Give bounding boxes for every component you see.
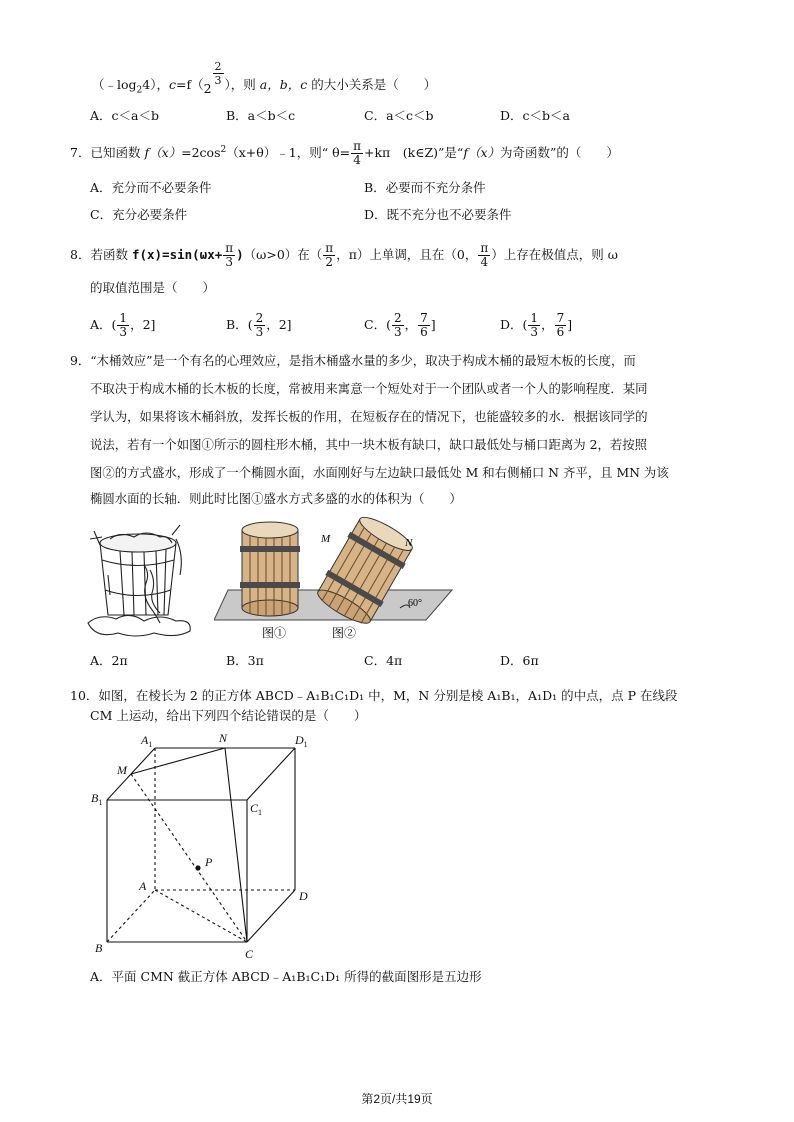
segment-ac-hidden (155, 890, 247, 942)
option-fraction (392, 312, 404, 339)
q8-text: ，π）上单调，且在（0， (336, 247, 478, 262)
q7-option-c[interactable]: C．充分必要条件 (90, 207, 188, 222)
q9-line-2: 不取决于构成木桶的长木板的长度，常被用来寓意一个短处对于一个团队或者一个人的影响程度．某同 (90, 381, 648, 396)
q8-number: 8． (70, 247, 91, 262)
q9-option-a[interactable]: A．2π (90, 653, 128, 668)
q6-text: 4）， (142, 77, 169, 92)
frac-num: 1 (119, 311, 128, 325)
q7-text: 已知函数 (90, 145, 145, 160)
q6-option-c[interactable]: C．a＜c＜b (364, 108, 434, 123)
q7-option-d[interactable]: D．既不充分也不必要条件 (364, 207, 512, 222)
edge-b1m (107, 774, 131, 800)
option-sep: ， (404, 317, 418, 332)
frac-num: 7 (556, 311, 565, 325)
frac-den: 6 (420, 325, 428, 339)
label-b1: $B_1$ (91, 791, 103, 807)
q9-line-4: 说法，若有一个如图①所示的圆柱形木桶，其中一块木板有缺口，缺口最低处与桶口距离为 2，若按照 (90, 437, 648, 452)
q8-frac-num: π (325, 241, 334, 255)
label-a1: $A_1$ (141, 733, 153, 749)
edge-ma1 (131, 748, 155, 774)
option-fraction (555, 312, 567, 339)
q9-line-6: 椭圆水面的长轴．则此时比图①盛水方式多盛的水的体积为（ ） (90, 491, 462, 506)
label-c: C (245, 947, 254, 960)
q8-interval1-fraction (323, 242, 335, 269)
frac-num: 7 (420, 311, 428, 325)
option-fraction (254, 312, 266, 339)
q9-barrels-figure (214, 510, 464, 645)
q8-frac-num: π (480, 241, 489, 255)
label-p: P (205, 855, 213, 869)
q8-func-fraction (223, 242, 235, 269)
q6-stem-continued (92, 60, 437, 100)
option-fraction (117, 312, 129, 339)
q7-fx: f（x） (144, 145, 182, 160)
frac-den: 3 (393, 325, 402, 339)
q9-option-b[interactable]: B．3π (226, 653, 264, 668)
frac-num: 2 (255, 311, 264, 325)
q9-upright-barrel (240, 522, 300, 616)
q8-frac-num: π (225, 241, 234, 255)
q7-text: =2cos (181, 145, 221, 160)
q8-option-c[interactable] (364, 312, 436, 339)
option-tail: ] (567, 317, 573, 332)
q8-text: ）上存在极值点，则 ω (491, 247, 618, 262)
frac-num: 2 (393, 311, 402, 325)
option-label: B． (226, 317, 248, 332)
q10-cube-figure (85, 728, 325, 960)
segment-cm-hidden (131, 774, 247, 942)
q6-var-c: c (168, 77, 176, 92)
label-d: D (299, 889, 308, 903)
edge-ba-hidden (107, 890, 155, 942)
q6-exp-num: 2 (214, 60, 222, 73)
q7-frac-num: π (353, 139, 361, 153)
q9-leaking-bucket-figure (80, 515, 200, 640)
q7-number: 7． (70, 145, 91, 160)
q6-option-d[interactable]: D．c＜b＜a (500, 108, 570, 123)
q10-line-1: 10．如图，在棱长为 2 的正方体 ABCD﹣A₁B₁C₁D₁ 中，M，N 分别是棱 A₁B₁，A₁D₁ 的中点，点 P 在线段 (70, 688, 678, 703)
frac-den: 3 (530, 325, 539, 339)
page-footer: 第2页/共19页 (361, 1092, 433, 1106)
option-sep: ， (541, 317, 554, 332)
frac-den: 3 (255, 325, 264, 339)
q9-caption-1: 图① (262, 626, 287, 640)
option-fraction (528, 312, 540, 339)
option-bracket: ( (522, 317, 528, 332)
q6-vars: a，b，c (259, 77, 308, 92)
label-c1: $C_1$ (250, 801, 263, 817)
q6-text: ），则 (224, 77, 260, 92)
q8-option-b[interactable] (226, 312, 292, 339)
label-b: B (95, 941, 103, 955)
q6-option-a[interactable]: A．c＜a＜b (90, 108, 159, 123)
option-tail: ，2] (130, 317, 156, 332)
q8-frac-den: 2 (325, 255, 334, 269)
q9-option-d[interactable]: D．6π (500, 653, 539, 668)
q9-line-3: 学认为，如果将该木桶斜放，发挥长板的作用，在短板存在的情况下，也能盛较多的水．根据该同学的 (90, 409, 648, 424)
q8-function-close: ) (236, 247, 244, 262)
q8-text: 若函数 (90, 247, 132, 262)
label-a: A (139, 879, 147, 893)
point-p (195, 865, 200, 870)
q7-text: （x+θ）﹣1，则“ θ= (226, 145, 351, 160)
q10-option-a[interactable]: A．平面 CMN 截正方体 ABCD﹣A₁B₁C₁D₁ 所得的截面图形是五边形 (90, 969, 482, 984)
q7-sup: 2 (220, 144, 227, 155)
q6-power-base: 2 (203, 81, 212, 96)
q7-stem (70, 140, 619, 167)
q7-fraction (351, 140, 363, 167)
option-label: D． (500, 317, 523, 332)
option-fraction (418, 312, 430, 339)
segment-mn (131, 748, 225, 774)
q6-log-base: 2 (136, 85, 143, 96)
q6-text: （﹣log (92, 77, 137, 92)
label-m: M (117, 763, 127, 777)
option-bracket: ( (247, 317, 253, 332)
q9-line-5: 图②的方式盛水，形成了一个椭圆水面，水面刚好与左边缺口最低处 M 和右侧桶口 N 齐平，且 MN 为该 (90, 465, 669, 480)
q8-frac-den: 3 (225, 255, 234, 269)
label-n: N (219, 731, 228, 745)
frac-num: 1 (530, 311, 539, 325)
q6-power (203, 60, 225, 99)
q9-line-1: 9．“木桶效应”是一个有名的心理效应，是指木桶盛水量的多少，取决于构成木桶的最短木板的长度，而 (70, 353, 636, 368)
q8-option-a[interactable] (90, 312, 155, 339)
q9-caption-2: 图② (332, 626, 357, 640)
option-tail: ，2] (266, 317, 292, 332)
q6-text: =f（ (175, 77, 204, 92)
q7-text: +kπ (k∈Z)”是“ (364, 145, 464, 160)
option-bracket: ( (111, 317, 117, 332)
q8-function: f(x)=sin(ωx+ (131, 247, 223, 262)
q8-stem-line2: 的取值范围是（ ） (90, 280, 216, 295)
q10-line-2: CM 上运动，给出下列四个结论错误的是（ ） (90, 708, 367, 723)
q9-label-n: N (405, 537, 413, 549)
q7-option-a[interactable]: A．充分而不必要条件 (90, 180, 212, 195)
q8-stem (70, 242, 618, 269)
option-bracket: ( (386, 317, 391, 332)
frac-den: 6 (556, 325, 565, 339)
q6-exp-den: 3 (214, 74, 222, 87)
q8-interval2-fraction (478, 242, 490, 269)
option-label: C． (364, 317, 387, 332)
q6-option-b[interactable]: B．a＜b＜c (226, 108, 296, 123)
q9-label-m: M (321, 533, 331, 545)
q6-text: 的大小关系是（ ） (307, 77, 437, 92)
q7-option-b[interactable]: B．必要而不充分条件 (364, 180, 486, 195)
frac-den: 3 (119, 325, 128, 339)
q9-angle-label: 60° (408, 598, 422, 609)
q9-option-c[interactable]: C．4π (364, 653, 403, 668)
edge-cd (247, 890, 295, 942)
q7-fx: f（x） (463, 145, 500, 160)
label-d1: $D_1$ (295, 733, 308, 749)
q6-exponent-fraction (213, 60, 224, 87)
q8-frac-den: 4 (480, 255, 489, 269)
q8-text: （ω>0）在（ (243, 247, 323, 262)
q8-option-d[interactable] (500, 312, 572, 339)
edge-c1d1 (247, 748, 295, 800)
q7-text: 为奇函数”的（ ） (500, 145, 619, 160)
option-label: A． (90, 317, 112, 332)
segment-nc (225, 748, 247, 942)
q7-frac-den: 4 (353, 153, 361, 167)
option-tail: ] (430, 317, 436, 332)
